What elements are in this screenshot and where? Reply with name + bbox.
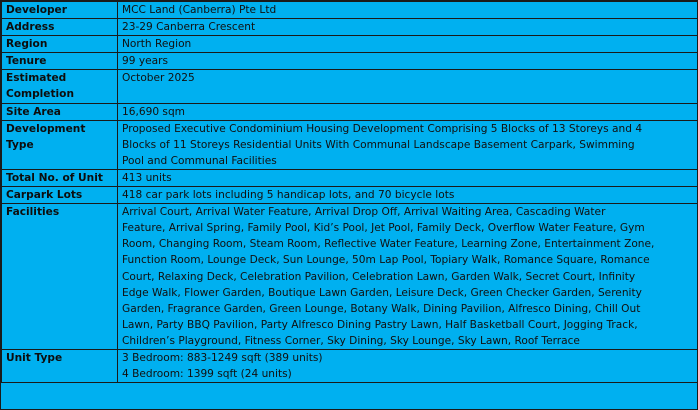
- row-label-line: Development: [6, 122, 86, 135]
- row-label-tenure: Tenure: [2, 53, 118, 70]
- value-line: Blocks of 11 Storeys Residential Units With Communal Landscape Basement Carpark, Swimming: [122, 138, 635, 151]
- row-label-estimated-completion: [2, 70, 118, 103]
- row-value-estimated-completion: October 2025: [118, 70, 698, 103]
- row-label-address: Address: [2, 19, 118, 36]
- row-label-carpark-lots: Carpark Lots: [2, 187, 118, 204]
- value-line: Feature, Arrival Spring, Family Pool, Kid’s Pool, Jet Pool, Family Deck, Overflow Water Feature, Gym: [122, 222, 645, 235]
- row-value-unit-type: [118, 349, 698, 382]
- value-line: 3 Bedroom: 883-1249 sqft (389 units): [122, 351, 323, 364]
- row-label-total-units: Total No. of Unit: [2, 169, 118, 186]
- value-line: Function Room, Lounge Deck, Sun Lounge, 50m Lap Pool, Topiary Walk, Romance Square, Romance: [122, 254, 650, 267]
- row-value-development-type: [118, 120, 698, 169]
- table-row-development-type: [2, 120, 698, 169]
- row-label-facilities: Facilities: [2, 204, 118, 350]
- table-row-total-units: [2, 169, 698, 186]
- table-row-estimated-completion: [2, 70, 698, 103]
- table-row-tenure: [2, 53, 698, 70]
- row-value-total-units: 413 units: [118, 169, 698, 186]
- table-row-region: [2, 36, 698, 53]
- row-label-line: Completion: [6, 88, 75, 101]
- table-row-developer: [2, 2, 698, 19]
- value-line: Court, Relaxing Deck, Celebration Pavilion, Celebration Lawn, Garden Walk, Secret Court, Infinity: [122, 270, 636, 283]
- row-value-facilities: [118, 204, 698, 350]
- value-line: Room, Changing Room, Steam Room, Reflective Water Feature, Learning Zone, Entertainment Zone,: [122, 238, 655, 251]
- row-label-line: Estimated: [6, 72, 67, 85]
- row-label-line: Type: [6, 138, 34, 151]
- row-value-tenure: 99 years: [118, 53, 698, 70]
- value-line: Garden, Fragrance Garden, Green Lounge, Botany Walk, Dining Pavilion, Alfresco Dining, Chill Out: [122, 302, 641, 315]
- table-row-site-area: [2, 103, 698, 120]
- row-value-address: 23-29 Canberra Crescent: [118, 19, 698, 36]
- table-row-unit-type: [2, 349, 698, 382]
- table-row-facilities: [2, 204, 698, 350]
- row-label-development-type: [2, 120, 118, 169]
- row-label-unit-type: Unit Type: [2, 349, 118, 382]
- table-row-carpark-lots: [2, 187, 698, 204]
- project-details-table: [1, 1, 698, 383]
- row-label-region: Region: [2, 36, 118, 53]
- row-value-site-area: 16,690 sqm: [118, 103, 698, 120]
- table-row-address: [2, 19, 698, 36]
- row-label-developer: Developer: [2, 2, 118, 19]
- row-value-developer: MCC Land (Canberra) Pte Ltd: [118, 2, 698, 19]
- value-line: Pool and Communal Facilities: [122, 154, 277, 167]
- value-line: 4 Bedroom: 1399 sqft (24 units): [122, 368, 292, 381]
- row-label-site-area: Site Area: [2, 103, 118, 120]
- value-line: Proposed Executive Condominium Housing Development Comprising 5 Blocks of 13 Storeys and 4: [122, 122, 643, 135]
- row-value-carpark-lots: 418 car park lots including 5 handicap lots, and 70 bicycle lots: [118, 187, 698, 204]
- value-line: Arrival Court, Arrival Water Feature, Arrival Drop Off, Arrival Waiting Area, Cascading Water: [122, 206, 606, 219]
- value-line: Edge Walk, Flower Garden, Boutique Lawn Garden, Leisure Deck, Green Checker Garden, Serenity: [122, 286, 642, 299]
- value-line: Children’s Playground, Fitness Corner, Sky Dining, Sky Lounge, Sky Lawn, Roof Terrace: [122, 334, 580, 347]
- value-line: Lawn, Party BBQ Pavilion, Party Alfresco Dining Pastry Lawn, Half Basketball Court, Jogging Track,: [122, 318, 638, 331]
- row-value-region: North Region: [118, 36, 698, 53]
